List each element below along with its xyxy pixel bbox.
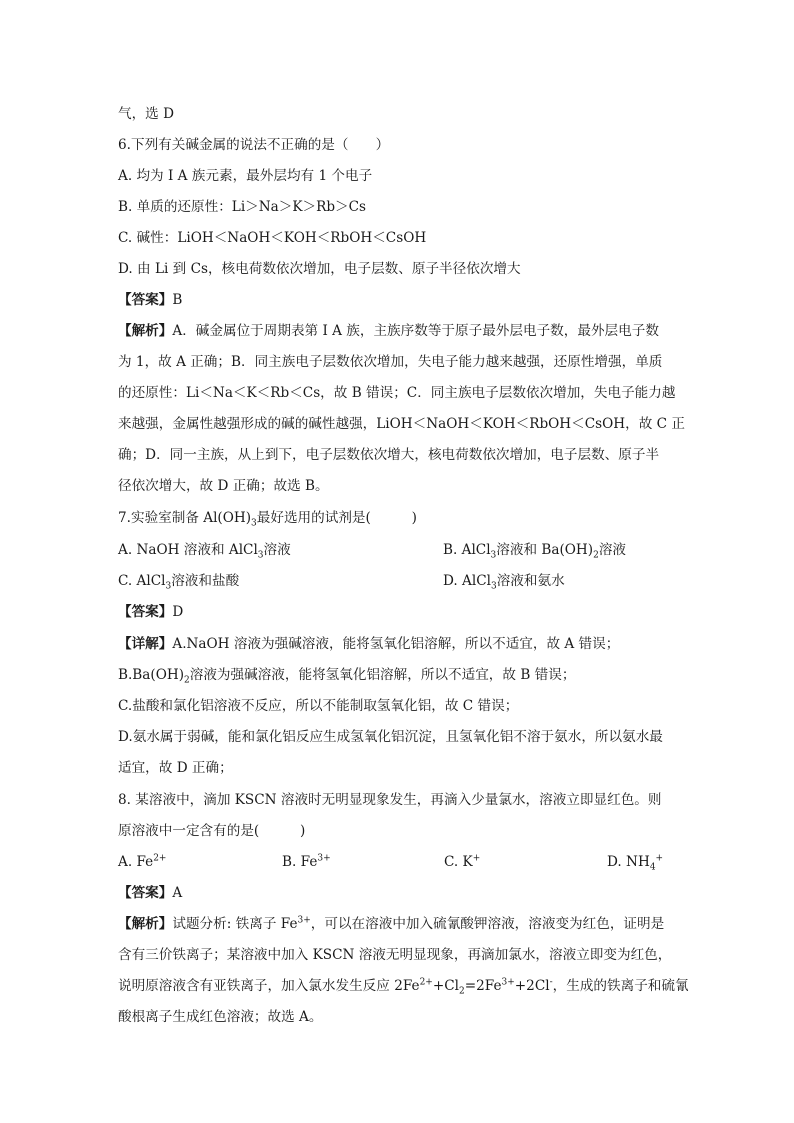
- question-8-analysis-line: [118, 914, 680, 934]
- question-8-stem: 8. 某溶液中，滴加 KSCN 溶液时无明显现象发生，再滴入少量氯水，溶液立即显红色。则: [118, 792, 662, 808]
- text-line: 气，选 D: [118, 106, 175, 122]
- question-7-stem: [118, 508, 680, 528]
- option-text: 溶液和氨水: [496, 573, 565, 589]
- subscript: 2: [184, 675, 190, 686]
- superscript: 3+: [297, 915, 311, 926]
- analysis-text: 说明原溶液含有亚铁离子，加入氯水发生反应 2Fe: [118, 978, 420, 994]
- option-text: A. NaOH 溶液和 AlCl: [118, 542, 258, 558]
- analysis-text: +2Cl: [514, 978, 550, 994]
- option-text: B. AlCl: [443, 542, 491, 558]
- detail-text: A.NaOH 溶液为强碱溶液，能将氢氧化铝溶解，所以不适宜，故 A 错误；: [172, 636, 620, 652]
- question-8-option-c: [444, 852, 480, 872]
- question-7-option-d: [443, 571, 565, 591]
- question-6-analysis-line: 确；D．同一主族，从上到下，电子层数依次增大，核电荷数依次增加，电子层数、原子半: [118, 447, 660, 463]
- subscript: 4: [649, 862, 656, 873]
- subscript: 2: [459, 986, 465, 997]
- subscript: 2: [593, 550, 599, 561]
- answer-value: D: [172, 604, 184, 620]
- analysis-text: ，可以在溶液中加入硫氰酸钾溶液，溶液变为红色，证明是: [310, 916, 665, 932]
- option-text: D. AlCl: [443, 573, 491, 589]
- question-6-analysis-line: [118, 321, 680, 341]
- question-7-detail-line: 适宜，故 D 正确；: [118, 760, 233, 776]
- analysis-text: ，生成的铁离子和硫氰: [552, 978, 689, 994]
- question-7-detail-line: C.盐酸和氯化铝溶液不反应，所以不能制取氢氧化铝，故 C 错误；: [118, 698, 519, 714]
- option-text: 溶液和盐酸: [171, 573, 240, 589]
- question-7-answer: [118, 602, 680, 622]
- question-8-analysis-line: 含有三价铁离子；某溶液中加入 KSCN 溶液无明显现象，再滴加氯水，溶液立即变为红色，: [118, 947, 672, 963]
- option-text: C. K: [444, 854, 473, 870]
- question-6-option-b: B. 单质的还原性：Li＞Na＞K＞Rb＞Cs: [118, 199, 367, 215]
- option-text: 溶液和 Ba(OH): [496, 542, 594, 558]
- superscript: 3+: [501, 977, 515, 988]
- question-8-answer: [118, 883, 680, 903]
- question-7-detail-line: D.氨水属于弱碱，能和氯化铝反应生成氢氧化铝沉淀，且氢氧化铝不溶于氨水，所以氨水最: [118, 729, 663, 745]
- option-text: A. Fe: [118, 854, 154, 870]
- analysis-text: +Cl: [432, 978, 459, 994]
- question-6-option-d: D. 由 Li 到 Cs，核电荷数依次增加，电子层数、原子半径依次增大: [118, 261, 521, 277]
- superscript: 2+: [153, 853, 167, 864]
- detail-text: B.Ba(OH): [118, 667, 185, 683]
- analysis-text: =2Fe: [464, 978, 502, 994]
- subscript: 3: [165, 581, 172, 592]
- question-6-analysis-line: 的还原性：Li＜Na＜K＜Rb＜Cs，故 B 错误；C．同主族电子层数依次增加，失电子能力越: [118, 385, 676, 401]
- answer-value: B: [172, 292, 183, 308]
- question-8-option-a: [118, 852, 166, 872]
- detail-text: 溶液为强碱溶液，能将氢氧化铝溶解，所以不适宜，故 B 错误；: [189, 667, 576, 683]
- analysis-text: A．碱金属位于周期表第 I A 族，主族序数等于原子最外层电子数，最外层电子数: [172, 323, 659, 339]
- question-7-option-a: [118, 540, 291, 560]
- question-8-analysis-line: [118, 976, 689, 997]
- answer-tag: 【答案】: [118, 292, 173, 308]
- subscript: 3: [490, 581, 497, 592]
- superscript: +: [472, 853, 481, 864]
- detail-tag: 【详解】: [118, 636, 173, 652]
- subscript: 3: [257, 550, 264, 561]
- question-8-option-b: [282, 852, 331, 872]
- question-8-stem: 原溶液中一定含有的是( ): [118, 823, 306, 839]
- question-8-analysis-line: 酸根离子生成红色溶液；故选 A。: [118, 1009, 323, 1025]
- question-8-option-d: [607, 852, 663, 872]
- option-text: C. AlCl: [118, 573, 166, 589]
- superscript: 2+: [419, 977, 433, 988]
- question-6-option-c: C. 碱性：LiOH＜NaOH＜KOH＜RbOH＜CsOH: [118, 230, 427, 246]
- option-text: B. Fe: [282, 854, 318, 870]
- question-6-analysis-line: 为 1，故 A 正确；B．同主族电子层数依次增加，失电子能力越来越强，还原性增强，单质: [118, 354, 663, 370]
- question-6-analysis-line: 来越强，金属性越强形成的碱的碱性越强，LiOH＜NaOH＜KOH＜RbOH＜CsOH，故 C 正: [118, 416, 685, 432]
- question-7-option-b: [443, 540, 626, 560]
- question-6-answer: [118, 290, 680, 310]
- question-6-stem: 6.下列有关碱金属的说法不正确的是（ ）: [118, 137, 390, 153]
- analysis-tag: 【解析】: [118, 916, 173, 932]
- analysis-tag: 【解析】: [118, 323, 173, 339]
- question-7-option-c: [118, 571, 239, 591]
- question-6-analysis-line: 径依次增大，故 D 正确；故选 B。: [118, 478, 329, 494]
- option-text: 溶液: [598, 542, 627, 558]
- question-6-option-a: A. 均为 I A 族元素，最外层均有 1 个电子: [118, 168, 373, 184]
- option-text: D. NH: [607, 854, 650, 870]
- answer-tag: 【答案】: [118, 885, 173, 901]
- stem-text: 7.实验室制备 Al(OH): [118, 510, 252, 526]
- superscript: -: [549, 977, 553, 988]
- stem-text: 最好选用的试剂是( ): [256, 510, 417, 526]
- superscript: +: [655, 853, 664, 864]
- analysis-text: 试题分析: 铁离子 Fe: [172, 916, 298, 932]
- answer-tag: 【答案】: [118, 604, 173, 620]
- answer-value: A: [172, 885, 183, 901]
- option-text: 溶液: [263, 542, 291, 558]
- question-7-detail-line: [118, 665, 680, 685]
- question-7-detail-line: [118, 634, 680, 654]
- subscript: 3: [251, 518, 257, 529]
- superscript: 3+: [317, 853, 331, 864]
- subscript: 3: [490, 550, 497, 561]
